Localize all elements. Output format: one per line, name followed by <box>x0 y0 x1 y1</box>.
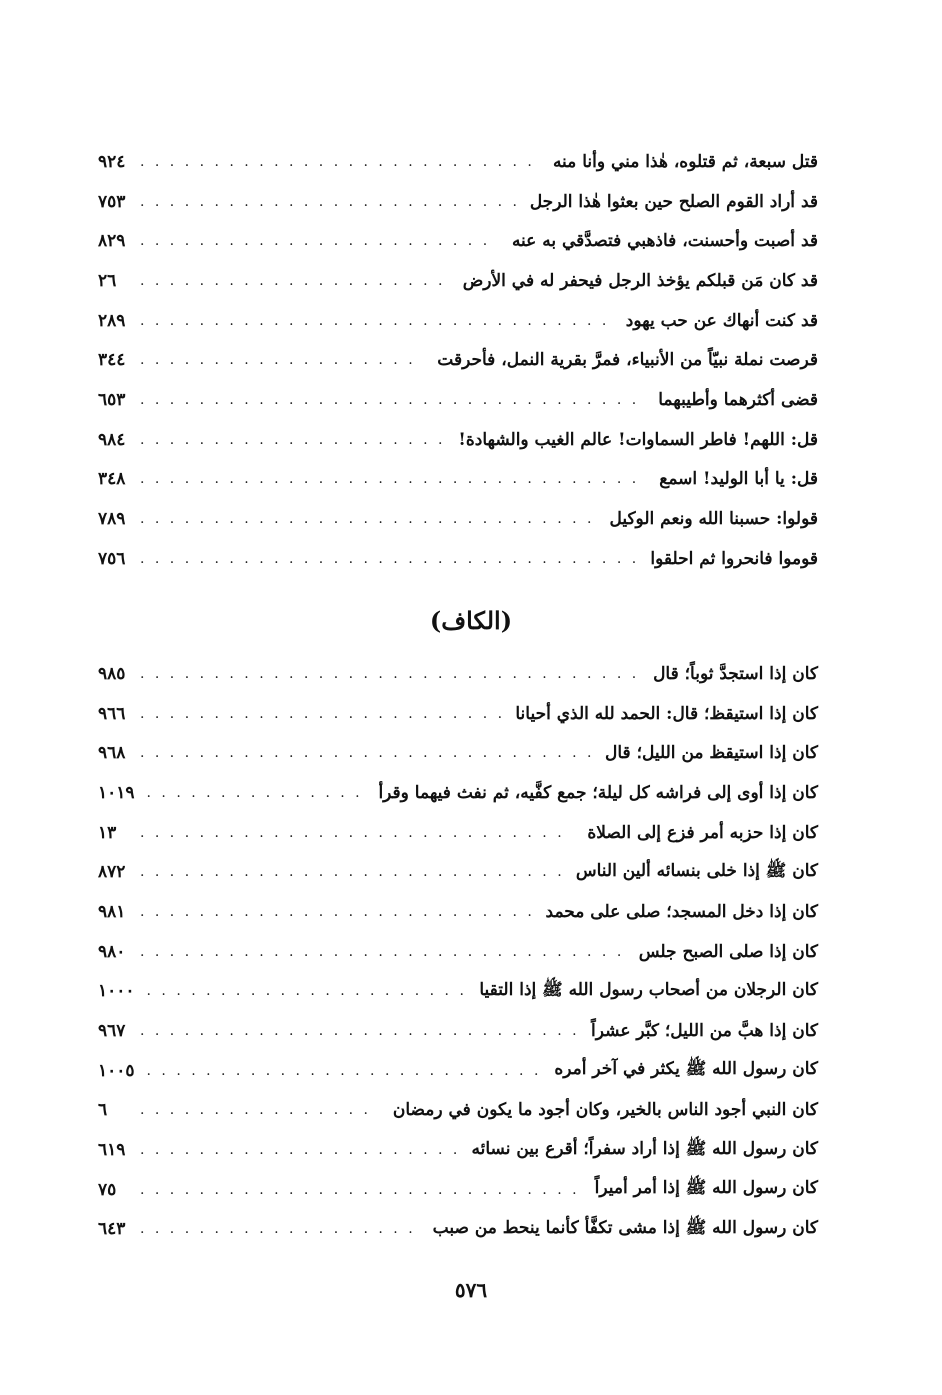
entry-text: قوموا فانحروا ثم احلقوا <box>650 548 818 569</box>
entry-page-number: ٦٥٣ <box>98 389 126 410</box>
dot-leader <box>140 826 573 840</box>
dot-leader <box>140 1024 577 1038</box>
entry-text: قد كان مَن قبلكم يؤخذ الرجل فيحفر له في الأرض <box>462 270 818 291</box>
entry-text: كان إذا استجدَّ ثوباً؛ قال <box>653 663 818 684</box>
dot-leader <box>140 865 562 879</box>
dot-leader <box>140 512 595 526</box>
dot-leader <box>140 274 449 288</box>
dot-leader <box>140 905 532 919</box>
dot-leader <box>147 786 365 800</box>
dot-leader <box>140 353 423 367</box>
entry-text: قل: يا أبا الوليد! اسمع <box>659 469 818 490</box>
index-entry <box>98 1011 818 1051</box>
index-entry <box>98 654 818 694</box>
dot-leader <box>140 195 516 209</box>
dot-leader <box>140 234 498 248</box>
index-entry <box>98 892 818 932</box>
entry-text: قد أراد القوم الصلح حين بعثوا هٰذا الرجل <box>529 191 818 212</box>
entry-text: كان رسول الله ﷺ إذا أراد سفراً؛ أقرع بين نسائه <box>471 1138 818 1159</box>
index-entry <box>98 301 818 341</box>
entry-text: قولوا: حسبنا الله ونعم الوكيل <box>609 509 818 530</box>
entry-page-number: ٣٤٤ <box>98 350 126 371</box>
index-entry <box>98 340 818 380</box>
index-entry <box>98 499 818 539</box>
dot-leader <box>140 433 444 447</box>
entry-text: قل: اللهم! فاطر السماوات! عالم الغيب والشهادة! <box>458 429 818 450</box>
entry-page-number: ٩٦٦ <box>98 703 126 724</box>
entry-page-number: ٦ <box>98 1100 108 1121</box>
entry-page-number: ٨٢٩ <box>98 231 126 252</box>
entry-text: كان إذا هبَّ من الليل؛ كبَّر عشراً <box>591 1021 818 1042</box>
entry-page-number: ٨٧٢ <box>98 862 126 883</box>
index-entry <box>98 1170 818 1210</box>
entry-text: كان إذا استيقظ؛ قال: الحمد لله الذي أحيانا <box>515 703 818 724</box>
index-entry <box>98 852 818 892</box>
entry-text: قتل سبعة، ثم قتلوه، هٰذا مني وأنا منه <box>552 151 818 172</box>
entry-page-number: ١٠٠٥ <box>98 1060 135 1081</box>
entry-page-number: ٦٤٣ <box>98 1219 126 1240</box>
entry-page-number: ٢٦ <box>98 270 117 291</box>
dot-leader <box>147 1064 541 1078</box>
dot-leader <box>140 1183 581 1197</box>
index-list-kaf <box>98 654 818 1249</box>
entry-text: قد أصبت وأحسنت، فاذهبي فتصدَّقي به عنه <box>511 231 818 252</box>
entry-text: كان ﷺ إذا خلى بنسائه ألين الناس <box>575 860 818 881</box>
entry-page-number: ١٠١٩ <box>98 782 135 803</box>
index-entry <box>98 1051 818 1091</box>
page-number: ٥٧٦ <box>454 1278 488 1302</box>
index-entry <box>98 773 818 813</box>
dot-leader <box>140 552 636 566</box>
index-entry <box>98 972 818 1012</box>
entry-text: كان النبي أجود الناس بالخير، وكان أجود ما يكون في رمضان <box>392 1100 818 1121</box>
entry-page-number: ٧٥ <box>98 1179 117 1200</box>
entry-text: كان إذا أوى إلى فراشه كل ليلة؛ جمع كفَّيه، ثم نفث فيهما وقرأ <box>378 782 818 803</box>
dot-leader <box>140 945 625 959</box>
index-entry <box>98 1210 818 1250</box>
entry-page-number: ٦١٩ <box>98 1140 126 1161</box>
dot-leader <box>147 984 466 998</box>
entry-text: كان إذا دخل المسجد؛ صلى على محمد <box>545 901 818 922</box>
section-heading-kaf: (الكاف) <box>429 606 513 635</box>
entry-page-number: ٩٦٨ <box>98 743 126 764</box>
entry-text: قضى أكثرهما وأطيبهما <box>658 389 818 410</box>
entry-page-number: ٩٨٥ <box>98 663 126 684</box>
entry-page-number: ٩٨٤ <box>98 429 126 450</box>
index-entry <box>98 380 818 420</box>
index-entry <box>98 420 818 460</box>
entry-page-number: ٧٥٦ <box>98 548 126 569</box>
index-entry <box>98 221 818 261</box>
entry-text: قرصت نملة نبيّاً من الأنبياء، فمرَّ بقرية النمل، فأحرقت <box>437 350 818 371</box>
entry-page-number: ٩٨٠ <box>98 941 126 962</box>
entry-page-number: ٧٨٩ <box>98 509 126 530</box>
entry-page-number: ٩٨١ <box>98 901 126 922</box>
entry-text: كان إذا صلى الصبح جلس <box>638 941 818 962</box>
dot-leader <box>140 155 539 169</box>
entry-page-number: ٢٨٩ <box>98 310 126 331</box>
index-entry <box>98 261 818 301</box>
index-entry <box>98 182 818 222</box>
index-entry <box>98 733 818 773</box>
entry-page-number: ٧٥٣ <box>98 191 126 212</box>
dot-leader <box>140 1143 458 1157</box>
index-entry <box>98 813 818 853</box>
entry-text: كان رسول الله ﷺ إذا مشى تكفَّأ كأنما ينحط من صبب <box>432 1217 818 1238</box>
dot-leader <box>140 707 501 721</box>
entry-page-number: ١٣ <box>98 822 117 843</box>
entry-text: كان إذا حزبه أمر فزع إلى الصلاة <box>587 822 818 843</box>
entry-page-number: ٣٤٨ <box>98 469 126 490</box>
entry-text: كان رسول الله ﷺ يكثر في آخر أمره <box>554 1059 818 1080</box>
dot-leader <box>140 1103 379 1117</box>
entry-page-number: ١٠٠٠ <box>98 981 135 1002</box>
index-entry <box>98 932 818 972</box>
index-list-qaf <box>98 142 818 579</box>
entry-text: كان الرجلان من أصحاب رسول الله ﷺ إذا التقيا <box>479 979 818 1000</box>
dot-leader <box>140 746 591 760</box>
dot-leader <box>140 667 639 681</box>
entry-page-number: ٩٢٤ <box>98 151 126 172</box>
dot-leader <box>140 393 644 407</box>
index-entry <box>98 1091 818 1131</box>
entry-text: كان رسول الله ﷺ إذا أمر أميراً <box>594 1178 818 1199</box>
entry-text: كان إذا استيقظ من الليل؛ قال <box>605 743 818 764</box>
dot-leader <box>140 1222 419 1236</box>
index-entry <box>98 1130 818 1170</box>
index-entry <box>98 460 818 500</box>
dot-leader <box>140 472 645 486</box>
dot-leader <box>140 314 612 328</box>
index-entry <box>98 539 818 579</box>
entry-page-number: ٩٦٧ <box>98 1021 126 1042</box>
index-entry <box>98 142 818 182</box>
entry-text: قد كنت أنهاك عن حب يهود <box>625 310 818 331</box>
index-entry <box>98 694 818 734</box>
